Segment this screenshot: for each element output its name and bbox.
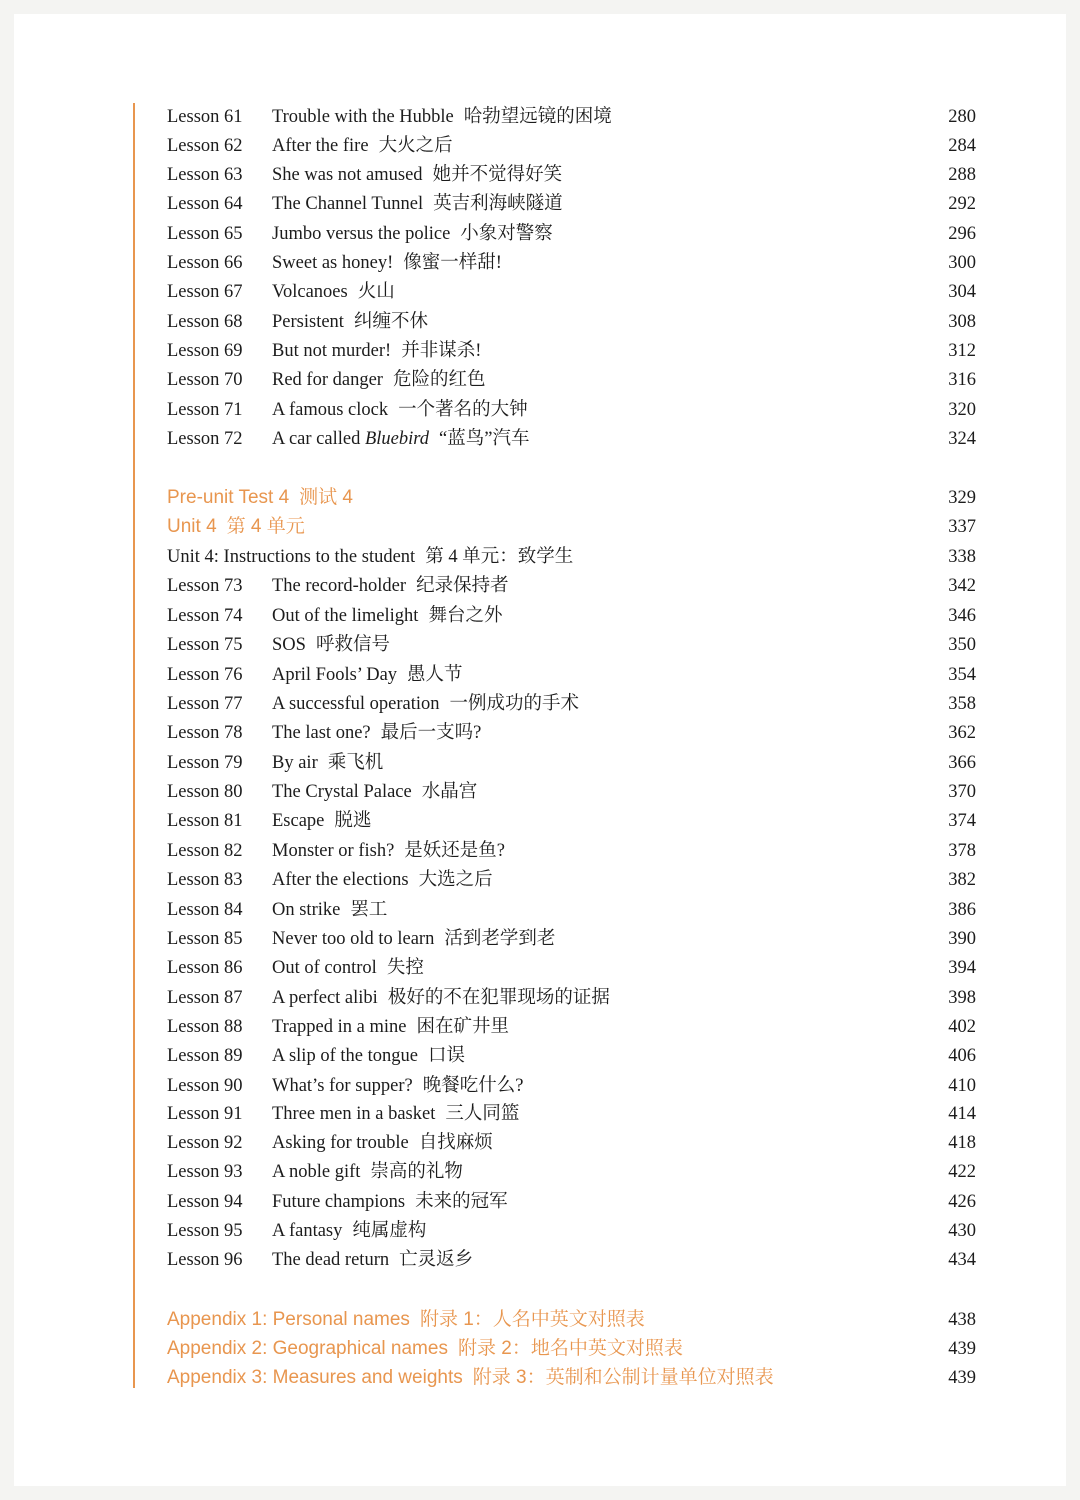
page-number: 439 — [948, 1368, 976, 1388]
toc-row-lesson-64[interactable] — [0, 190, 1080, 218]
page-number: 288 — [948, 165, 976, 185]
lesson-number: Lesson 85 — [167, 929, 243, 949]
toc-row-lesson-96[interactable] — [0, 1246, 1080, 1274]
lesson-number: Lesson 96 — [167, 1250, 243, 1270]
lesson-number: Lesson 80 — [167, 782, 243, 802]
lesson-number: Lesson 83 — [167, 870, 243, 890]
lesson-title: Out of control 失控 — [272, 958, 424, 978]
toc-row-appendix-3[interactable] — [0, 1364, 1080, 1392]
page-number: 394 — [948, 958, 976, 978]
toc-row-unit-heading[interactable] — [0, 513, 1080, 541]
lesson-title: A perfect alibi 极好的不在犯罪现场的证据 — [272, 988, 610, 1008]
lesson-title: A car called Bluebird “蓝鸟”汽车 — [272, 429, 530, 449]
toc-row-lesson-82[interactable] — [0, 837, 1080, 865]
lesson-title: She was not amused 她并不觉得好笑 — [272, 165, 563, 185]
lesson-number: Lesson 84 — [167, 900, 243, 920]
lesson-title: Volcanoes 火山 — [272, 282, 395, 302]
toc-row-lesson-91[interactable] — [0, 1100, 1080, 1128]
lesson-title: A noble gift 崇高的礼物 — [272, 1162, 463, 1182]
page-number: 280 — [948, 107, 976, 127]
lesson-title: Trapped in a mine 困在矿井里 — [272, 1017, 509, 1037]
lesson-number: Lesson 87 — [167, 988, 243, 1008]
page-number: 312 — [948, 341, 976, 361]
toc-row-lesson-78[interactable] — [0, 719, 1080, 747]
toc-row-lesson-73[interactable] — [0, 572, 1080, 600]
lesson-number: Lesson 86 — [167, 958, 243, 978]
page-number: 284 — [948, 136, 976, 156]
toc-row-lesson-68[interactable] — [0, 308, 1080, 336]
lesson-number: Lesson 62 — [167, 136, 243, 156]
lesson-title: Monster or fish? 是妖还是鱼? — [272, 841, 506, 861]
toc-row-lesson-69[interactable] — [0, 337, 1080, 365]
toc-row-lesson-80[interactable] — [0, 778, 1080, 806]
toc-row-lesson-92[interactable] — [0, 1129, 1080, 1157]
toc-row-lesson-67[interactable] — [0, 278, 1080, 306]
lesson-number: Lesson 88 — [167, 1017, 243, 1037]
page-number: 434 — [948, 1250, 976, 1270]
lesson-number: Lesson 75 — [167, 635, 243, 655]
lesson-title: Three men in a basket 三人同篮 — [272, 1104, 520, 1124]
lesson-title: SOS 呼救信号 — [272, 635, 390, 655]
lesson-number: Lesson 94 — [167, 1192, 243, 1212]
toc-row-lesson-94[interactable] — [0, 1188, 1080, 1216]
lesson-number: Lesson 65 — [167, 224, 243, 244]
toc-row-lesson-66[interactable] — [0, 249, 1080, 277]
lesson-number: Lesson 91 — [167, 1104, 243, 1124]
toc-row-appendix-2[interactable] — [0, 1335, 1080, 1363]
toc-row-lesson-63[interactable] — [0, 161, 1080, 189]
lesson-title: Future champions 未来的冠军 — [272, 1192, 508, 1212]
toc-row-lesson-61[interactable] — [0, 103, 1080, 131]
page-number: 439 — [948, 1339, 976, 1359]
page-number: 426 — [948, 1192, 976, 1212]
toc-row-lesson-95[interactable] — [0, 1217, 1080, 1245]
lesson-number: Lesson 79 — [167, 753, 243, 773]
section-heading: Unit 4 第 4 单元 — [167, 516, 305, 537]
page-number: 342 — [948, 576, 976, 596]
lesson-number: Lesson 77 — [167, 694, 243, 714]
lesson-title: After the elections 大选之后 — [272, 870, 493, 890]
page-number: 338 — [948, 547, 976, 567]
page-number: 390 — [948, 929, 976, 949]
page-number: 346 — [948, 606, 976, 626]
toc-row-lesson-65[interactable] — [0, 220, 1080, 248]
page-number: 418 — [948, 1133, 976, 1153]
toc-row-lesson-84[interactable] — [0, 896, 1080, 924]
lesson-number: Lesson 82 — [167, 841, 243, 861]
page-number: 292 — [948, 194, 976, 214]
page-number: 350 — [948, 635, 976, 655]
lesson-title: The dead return 亡灵返乡 — [272, 1250, 474, 1270]
lesson-title: What’s for supper? 晚餐吃什么? — [272, 1076, 524, 1096]
lesson-title: Asking for trouble 自找麻烦 — [272, 1133, 493, 1153]
lesson-number: Lesson 78 — [167, 723, 243, 743]
lesson-title: But not murder! 并非谋杀! — [272, 341, 482, 361]
toc-row-lesson-86[interactable] — [0, 954, 1080, 982]
section-heading: Pre-unit Test 4 测试 4 — [167, 487, 354, 508]
page-number: 324 — [948, 429, 976, 449]
page-number: 374 — [948, 811, 976, 831]
page-number: 358 — [948, 694, 976, 714]
lesson-number: Lesson 89 — [167, 1046, 243, 1066]
lesson-number: Lesson 63 — [167, 165, 243, 185]
lesson-number: Lesson 93 — [167, 1162, 243, 1182]
lesson-number: Lesson 69 — [167, 341, 243, 361]
page-number: 300 — [948, 253, 976, 273]
page-number: 304 — [948, 282, 976, 302]
lesson-title: The Channel Tunnel 英吉利海峡隧道 — [272, 194, 563, 214]
lesson-number: Lesson 92 — [167, 1133, 243, 1153]
toc-row-lesson-75[interactable] — [0, 631, 1080, 659]
toc-row-lesson-79[interactable] — [0, 749, 1080, 777]
lesson-title: On strike 罢工 — [272, 900, 388, 920]
section-title: Unit 4: Instructions to the student 第 4 单元：致学生 — [167, 547, 574, 567]
page-number: 422 — [948, 1162, 976, 1182]
lesson-title: A successful operation 一例成功的手术 — [272, 694, 580, 714]
lesson-number: Lesson 71 — [167, 400, 243, 420]
lesson-title: After the fire 大火之后 — [272, 136, 453, 156]
page-number: 316 — [948, 370, 976, 390]
lesson-title: A slip of the tongue 口误 — [272, 1046, 465, 1066]
page-number: 398 — [948, 988, 976, 1008]
lesson-number: Lesson 66 — [167, 253, 243, 273]
lesson-number: Lesson 76 — [167, 665, 243, 685]
page-number: 414 — [948, 1104, 976, 1124]
lesson-number: Lesson 81 — [167, 811, 243, 831]
page-number: 430 — [948, 1221, 976, 1241]
page-number: 329 — [948, 488, 976, 508]
lesson-title: Red for danger 危险的红色 — [272, 370, 486, 390]
appendix-title: Appendix 1: Personal names 附录 1：人名中英文对照表 — [167, 1309, 645, 1330]
toc-row-lesson-89[interactable] — [0, 1042, 1080, 1070]
lesson-title: Persistent 纠缠不休 — [272, 312, 428, 332]
toc-row-lesson-93[interactable] — [0, 1158, 1080, 1186]
toc-row-unit-instructions[interactable] — [0, 543, 1080, 571]
lesson-number: Lesson 61 — [167, 107, 243, 127]
page-number: 370 — [948, 782, 976, 802]
toc-row-lesson-83[interactable] — [0, 866, 1080, 894]
page-number: 386 — [948, 900, 976, 920]
lesson-title: Sweet as honey! 像蜜一样甜! — [272, 253, 502, 273]
toc-row-pre-unit-test[interactable] — [0, 484, 1080, 512]
lesson-number: Lesson 67 — [167, 282, 243, 302]
lesson-number: Lesson 95 — [167, 1221, 243, 1241]
page-number: 362 — [948, 723, 976, 743]
lesson-number: Lesson 72 — [167, 429, 243, 449]
lesson-title: A famous clock 一个著名的大钟 — [272, 400, 528, 420]
page-number: 382 — [948, 870, 976, 890]
page-number: 308 — [948, 312, 976, 332]
appendix-title: Appendix 3: Measures and weights 附录 3：英制和公制计量单位对照表 — [167, 1367, 774, 1388]
toc-row-lesson-72[interactable] — [0, 425, 1080, 453]
page-number: 410 — [948, 1076, 976, 1096]
appendix-title: Appendix 2: Geographical names 附录 2：地名中英文对照表 — [167, 1338, 683, 1359]
lesson-title: Jumbo versus the police 小象对警察 — [272, 224, 553, 244]
toc-row-lesson-87[interactable] — [0, 984, 1080, 1012]
toc-row-lesson-62[interactable] — [0, 132, 1080, 160]
page-number: 320 — [948, 400, 976, 420]
toc-row-lesson-85[interactable] — [0, 925, 1080, 953]
toc-row-lesson-88[interactable] — [0, 1013, 1080, 1041]
lesson-title: A fantasy 纯属虚构 — [272, 1221, 427, 1241]
lesson-number: Lesson 73 — [167, 576, 243, 596]
page-number: 402 — [948, 1017, 976, 1037]
lesson-title: Trouble with the Hubble 哈勃望远镜的困境 — [272, 107, 612, 127]
lesson-number: Lesson 74 — [167, 606, 243, 626]
toc-row-lesson-71[interactable] — [0, 396, 1080, 424]
lesson-title: The last one? 最后一支吗? — [272, 723, 482, 743]
toc-row-lesson-70[interactable] — [0, 366, 1080, 394]
toc-row-lesson-77[interactable] — [0, 690, 1080, 718]
page-number: 378 — [948, 841, 976, 861]
lesson-title: Escape 脱逃 — [272, 811, 372, 831]
lesson-title: Never too old to learn 活到老学到老 — [272, 929, 556, 949]
lesson-number: Lesson 90 — [167, 1076, 243, 1096]
page-number: 296 — [948, 224, 976, 244]
lesson-number: Lesson 70 — [167, 370, 243, 390]
page-number: 438 — [948, 1310, 976, 1330]
toc-row-lesson-76[interactable] — [0, 661, 1080, 689]
lesson-title: The Crystal Palace 水晶宫 — [272, 782, 478, 802]
lesson-title: The record-holder 纪录保持者 — [272, 576, 509, 596]
lesson-title: April Fools’ Day 愚人节 — [272, 665, 463, 685]
toc-row-lesson-81[interactable] — [0, 807, 1080, 835]
lesson-title: By air 乘飞机 — [272, 753, 384, 773]
toc-row-lesson-90[interactable] — [0, 1072, 1080, 1100]
lesson-number: Lesson 64 — [167, 194, 243, 214]
lesson-number: Lesson 68 — [167, 312, 243, 332]
lesson-title: Out of the limelight 舞台之外 — [272, 606, 503, 626]
toc-row-appendix-1[interactable] — [0, 1306, 1080, 1334]
page-number: 366 — [948, 753, 976, 773]
page-number: 354 — [948, 665, 976, 685]
page-number: 337 — [948, 517, 976, 537]
toc-row-lesson-74[interactable] — [0, 602, 1080, 630]
page-number: 406 — [948, 1046, 976, 1066]
